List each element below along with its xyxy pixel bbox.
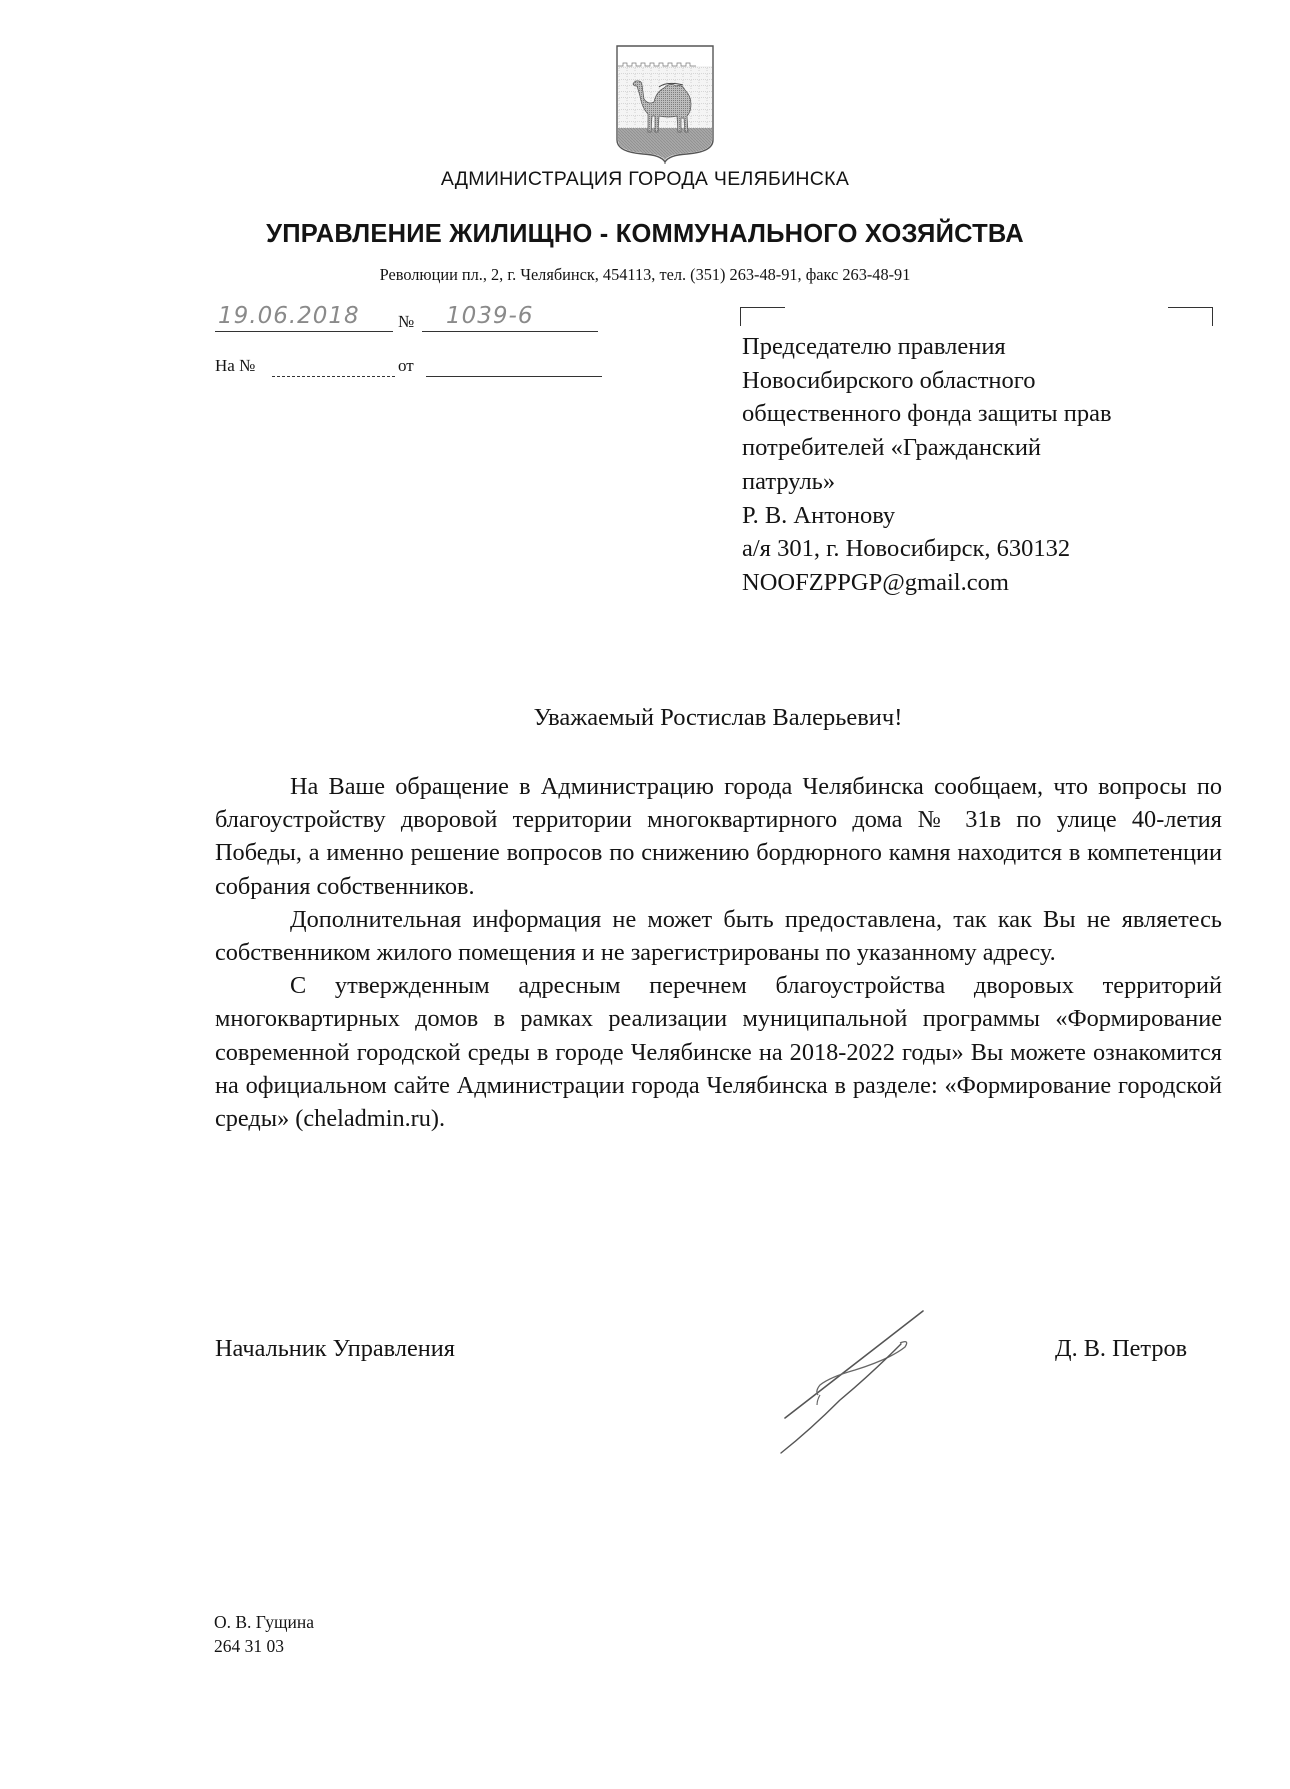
organization-name: АДМИНИСТРАЦИЯ ГОРОДА ЧЕЛЯБИНСКА [440,168,850,190]
letter-body [215,770,1222,1135]
recipient-line: Новосибирского областного [742,366,1036,394]
coat-of-arms-emblem [615,44,715,164]
executor-info [214,1610,314,1658]
recipient-line: патруль» [742,467,836,495]
body-paragraph: На Ваше обращение в Администрацию города Челябинска сообщаем, что вопросы по благоустройству дворовой территории многоквартирного дома № 31в по улице 40-летия Победы, а именно решение вопросов по снижению бордюрного камня находится в компетенции собрания собственников. [215,773,1222,900]
signer-name: Д. В. Петров [1055,1335,1188,1362]
recipient-line: Председателю правления [742,333,1006,360]
registration-number-line [422,331,598,332]
recipient-email: NOOFZPPGP@gmail.com [742,568,1009,596]
department-name: УПРАВЛЕНИЕ ЖИЛИЩНО - КОММУНАЛЬНОГО ХОЗЯЙСТВА [266,220,1024,248]
body-paragraph: Дополнительная информация не может быть предоставлена, так как Вы не являетесь собственником жилого помещения и не зарегистрированы по указанному адресу. [215,905,1222,967]
reference-number-label: На № [215,356,256,375]
recipient-name: Р. В. Антонову [742,501,896,529]
reference-number-line [272,376,395,377]
executor-phone: 264 31 03 [214,1636,284,1656]
recipient-line: общественного фонда защиты прав [742,400,1112,428]
address-corner-mark-left [740,307,785,326]
reference-from-label: от [398,356,414,375]
letter-greeting: Уважаемый Ростислав Валерьевич! [533,704,903,731]
signer-title: Начальник Управления [215,1335,455,1362]
registration-number: 1039-6 [446,303,534,329]
registration-number-label: № [398,312,415,331]
handwritten-signature [760,1295,940,1465]
recipient-address-block [742,330,1112,600]
registration-date-line [215,331,393,332]
executor-name: О. В. Гущина [214,1612,314,1632]
address-corner-mark-right [1168,307,1213,326]
reference-from-line [426,376,602,377]
recipient-line: потребителей «Гражданский [742,434,1042,462]
recipient-postal-address: а/я 301, г. Новосибирск, 630132 [742,535,1071,563]
registration-date: 19.06.2018 [218,303,360,329]
body-paragraph: С утвержденным адресным перечнем благоустройства дворовых территорий многоквартирных домов в рамках реализации муниципальной программы «Формирование современной городской среды в городе Челябинске на 2018-2022 годы» Вы можете ознакомится на официальном сайте Администрации города Челябинска в разделе: «Формирование городской среды» (cheladmin.ru). [215,972,1222,1133]
department-address: Революции пл., 2, г. Челябинск, 454113, тел. (351) 263-48-91, факс 263-48-91 [379,265,911,284]
